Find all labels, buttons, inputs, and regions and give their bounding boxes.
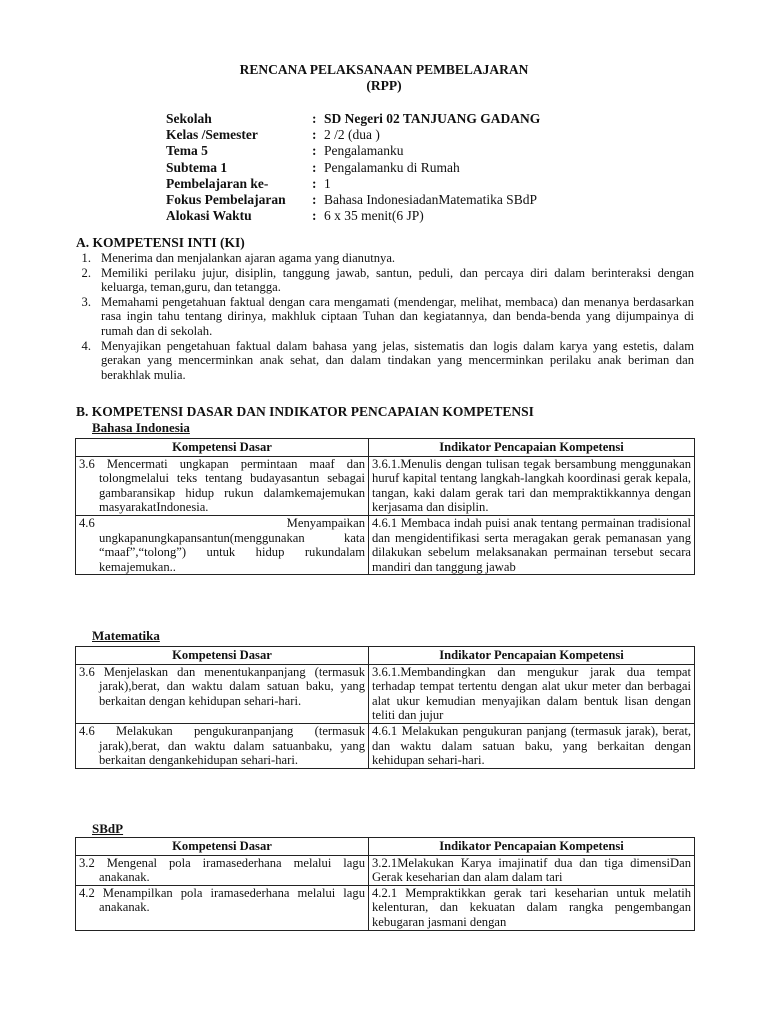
- indikator-cell: 4.6.1 Membaca indah puisi anak tentang permainan tradisional dan mengidentifikasi serta meragakan gerak pemanasan yang dilakukan sebelum melaksanakan permainan tersebut secara mandiri dan tanggung jawab: [369, 515, 695, 574]
- kd-table-matematika: [75, 646, 695, 769]
- ki-item-text: Memiliki perilaku jujur, disiplin, tanggung jawab, santun, peduli, dan percaya diri dalam berinteraksi dengan keluarga, teman,guru, dan tetangga.: [101, 265, 694, 295]
- identity-label: Alokasi Waktu: [166, 208, 252, 224]
- identity-row: [166, 143, 540, 159]
- identity-row: [166, 127, 540, 143]
- indikator-cell: 3.6.1.Menulis dengan tulisan tegak bersambung menggunakan huruf kapital tentang langkah-langkah koordinasi gerak kepala, tangan, kaki dalam gerak tari dan mempraktikkannya dengan kerjasama dan disiplin.: [369, 456, 695, 515]
- ki-item-number: 2.: [81, 265, 91, 280]
- column-header-kompetensi-dasar: Kompetensi Dasar: [76, 439, 369, 457]
- table-row: [76, 723, 695, 768]
- kd-table-sbdp: [75, 837, 695, 931]
- ki-item: [76, 266, 694, 295]
- column-header-indikator: Indikator Pencapaian Kompetensi: [369, 439, 695, 457]
- identity-separator: :: [312, 208, 317, 224]
- identity-value: 2 /2 (dua ): [324, 127, 380, 143]
- column-header-indikator: Indikator Pencapaian Kompetensi: [369, 838, 695, 856]
- identity-separator: :: [312, 111, 317, 126]
- kompetensi-dasar-cell: 4.6 Menyampaikan ungkapanungkapansantun(menggunakan kata “maaf”,“tolong”) untuk hidup rukundalam kemajemukan..: [76, 515, 369, 574]
- identity-value: 1: [324, 175, 331, 191]
- kompetensi-dasar-cell: 3.6 Mencermati ungkapan permintaan maaf dan tolongmelalui teks tentang budayasantun sebagai gambaransikap hidup rukun dalamkemajemukan masyarakatIndonesia.: [76, 456, 369, 515]
- table-row: [76, 456, 695, 515]
- identity-separator: :: [312, 175, 317, 191]
- identity-label: Tema 5: [166, 143, 208, 159]
- ki-item-number: 4.: [81, 338, 91, 353]
- identity-value: Pengalamanku: [324, 143, 404, 159]
- identity-value: SD Negeri 02 TANJUANG GADANG: [324, 111, 541, 126]
- identity-label: Sekolah: [166, 111, 212, 126]
- table-row: [76, 855, 695, 885]
- identity-label: Pembelajaran ke-: [166, 175, 269, 191]
- section-b-heading: B. KOMPETENSI DASAR DAN INDIKATOR PENCAPAIAN KOMPETENSI: [76, 404, 534, 419]
- table-row: [76, 515, 695, 574]
- ki-item: [76, 339, 694, 383]
- ki-item-text: Menerima dan menjalankan ajaran agama yang dianutnya.: [101, 251, 396, 265]
- ki-item-number: 3.: [81, 294, 91, 309]
- identity-value: 6 x 35 menit(6 JP): [324, 208, 424, 224]
- identity-value: Bahasa IndonesiadanMatematika SBdP: [324, 191, 537, 207]
- identity-label: Kelas /Semester: [166, 127, 258, 143]
- kompetensi-dasar-cell: 3.6 Menjelaskan dan menentukanpanjang (termasuk jarak),berat, dan waktu dalam satuan baku, yang berkaitan dengan kehidupan sehari-hari.: [76, 664, 369, 723]
- identity-separator: :: [312, 143, 317, 159]
- section-a-heading: A. KOMPETENSI INTI (KI): [76, 235, 245, 250]
- identity-separator: :: [312, 191, 317, 207]
- ki-item-text: Memahami pengetahuan faktual dengan cara mengamati (mendengar, melihat, membaca) dan menanya berdasarkan rasa ingin tahu tentang dirinya, makhluk ciptaan Tuhan dan kegiatannya, dan benda-benda yang dijumpainya di rumah dan di sekolah.: [101, 294, 694, 338]
- identity-row: [166, 208, 540, 224]
- ki-item-number: 1.: [81, 251, 91, 265]
- identity-row: [166, 111, 540, 127]
- column-header-kompetensi-dasar: Kompetensi Dasar: [76, 838, 369, 856]
- indikator-cell: 4.2.1 Mempraktikkan gerak tari keseharian untuk melatih kelenturan, dan kekuatan dalam rangka pengembangan kebugaran jasmani dengan: [369, 885, 695, 930]
- ki-item: [76, 251, 694, 266]
- indikator-cell: 4.6.1 Melakukan pengukuran panjang (termasuk jarak), berat, dan waktu dalam satuan baku, yang berkaitan dengan kehidupan sehari-hari.: [369, 723, 695, 768]
- document-subtitle: (RPP): [366, 78, 402, 93]
- column-header-kompetensi-dasar: Kompetensi Dasar: [76, 647, 369, 665]
- identity-table: [166, 111, 540, 224]
- identity-label: Subtema 1: [166, 159, 228, 175]
- subject-heading-sbdp: SBdP: [92, 821, 124, 836]
- identity-row: [166, 160, 540, 176]
- indikator-cell: 3.2.1Melakukan Karya imajinatif dua dan tiga dimensiDan Gerak keseharian dan alam dalam tari: [369, 855, 695, 885]
- ki-item: [76, 295, 694, 339]
- identity-separator: :: [312, 127, 317, 143]
- table-row: [76, 664, 695, 723]
- identity-value: Pengalamanku di Rumah: [324, 159, 460, 175]
- identity-row: [166, 192, 540, 208]
- identity-row: [166, 176, 540, 192]
- table-row: [76, 885, 695, 930]
- kompetensi-dasar-cell: 4.2 Menampilkan pola iramasederhana melalui lagu anakanak.: [76, 885, 369, 930]
- kd-table-bahasa-indonesia: [75, 438, 695, 575]
- ki-item-text: Menyajikan pengetahuan faktual dalam bahasa yang jelas, sistematis dan logis dalam karya yang estetis, dalam gerakan yang mencerminkan anak sehat, dan dalam tindakan yang mencerminkan perilaku anak beriman dan berakhlak mulia.: [101, 338, 694, 382]
- kompetensi-dasar-cell: 3.2 Mengenal pola iramasederhana melalui lagu anakanak.: [76, 855, 369, 885]
- document-title: RENCANA PELAKSANAAN PEMBELAJARAN: [239, 62, 529, 77]
- kompetensi-inti-list: [76, 251, 694, 382]
- identity-separator: :: [312, 159, 317, 175]
- subject-heading-matematika: Matematika: [92, 628, 160, 643]
- column-header-indikator: Indikator Pencapaian Kompetensi: [369, 647, 695, 665]
- identity-label: Fokus Pembelajaran: [166, 191, 286, 207]
- kompetensi-dasar-cell: 4.6 Melakukan pengukuranpanjang (termasuk jarak),berat, dan waktu dalam satuanbaku, yang berkaitan dengankehidupan sehari-hari.: [76, 723, 369, 768]
- subject-heading-bahasa-indonesia: Bahasa Indonesia: [92, 420, 190, 435]
- indikator-cell: 3.6.1.Membandingkan dan mengukur jarak dua tempat terhadap tempat tertentu dengan alat ukur meter dan berbagai alat ukur kemudian menyajikan dalam bentuk lisan dengan teliti dan jujur: [369, 664, 695, 723]
